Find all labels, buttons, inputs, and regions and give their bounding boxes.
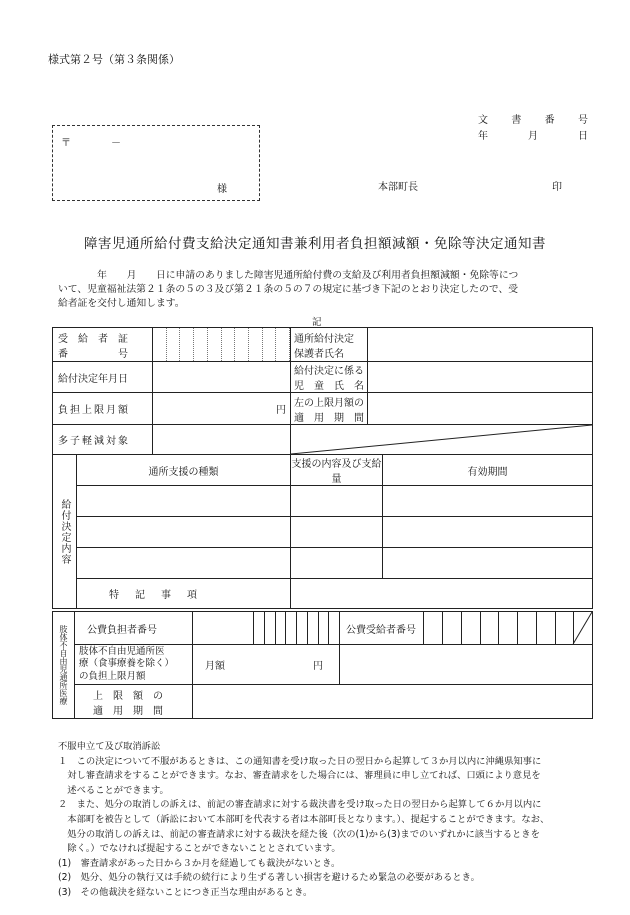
note-line: 述べることができます。 <box>58 784 169 796</box>
medical-blank <box>340 645 593 685</box>
payer-no-cells[interactable] <box>193 612 340 645</box>
form-number: 様式第２号（第３条関係） <box>48 53 180 66</box>
child-name-label <box>291 362 368 393</box>
label-text: 公費負担者番号 <box>87 624 157 636</box>
note-line: (1) 審査請求があった日から３か月を経過しても裁決がないとき。 <box>58 857 341 869</box>
doc-number-char: 書 <box>511 115 522 126</box>
label-line: 療（食事療養を除く） <box>79 658 175 670</box>
decision-table <box>52 327 593 609</box>
year-label: 年 <box>478 131 488 142</box>
col-header-content <box>291 455 383 486</box>
doc-number-char: 号 <box>577 115 588 126</box>
date-label <box>478 127 588 142</box>
label-line: 給付決定に係る <box>294 366 364 377</box>
ki-heading: 記 <box>312 317 322 328</box>
document-number-label <box>478 111 588 126</box>
recipient-no-label <box>340 612 424 645</box>
label-line: 通所給付決定 <box>294 333 354 345</box>
limit-label <box>53 393 153 425</box>
sender-name: 本部町長 <box>378 182 418 193</box>
content-side-label <box>53 455 77 609</box>
label-line: 上 限 額 の <box>93 690 163 702</box>
intro-line: 給者証を交付し通知します。 <box>58 298 185 309</box>
label-text: 給付決定年月日 <box>58 373 128 385</box>
doc-number-char: 文 <box>478 115 488 126</box>
content-cell[interactable] <box>77 517 291 548</box>
payer-no-label <box>75 612 193 645</box>
document-title: 障害児通所給付費支給決定通知書兼利用者負担額減額・免除等決定通知書 <box>84 236 546 252</box>
intro-line: いて、児童福祉法第２１条の５の３及び第２１条の５の７の規定に基づき下記のとおり決定したので、受 <box>58 284 519 295</box>
content-cell[interactable] <box>383 486 593 517</box>
header-text: 支援の内容及び支給量 <box>291 459 382 485</box>
guardian-name-label <box>291 328 368 362</box>
content-cell[interactable] <box>291 548 383 579</box>
header-text: 通所支援の種類 <box>148 466 219 478</box>
medical-limit-label <box>75 645 193 685</box>
label-text: 公費受給者番号 <box>346 624 416 636</box>
guardian-name-value[interactable] <box>368 328 593 362</box>
yen-unit: 円 <box>276 405 286 416</box>
monthly-label: 月額 <box>205 661 225 672</box>
content-cell[interactable] <box>383 517 593 548</box>
diagonal-strike <box>291 425 592 454</box>
label-line: 適 用 期 間 <box>294 412 364 424</box>
label-text: 多子軽減対象 <box>58 436 130 447</box>
label-line: 番 号 <box>58 348 128 360</box>
note-line: (3) その他裁決を経ないことにつき正当な理由があるとき。 <box>58 886 313 898</box>
period-value[interactable] <box>368 393 593 425</box>
content-cell[interactable] <box>383 548 593 579</box>
notes-heading: 不服申立て及び取消訴訟 <box>58 741 161 752</box>
note-line: 対し審査請求をすることができます。なお、審査請求をした場合には、審理員に申し立てれば、口頭により意見を <box>58 770 541 782</box>
special-notes-label <box>77 579 291 609</box>
note-line: 本部町を被告として（訴訟において本部町を代表する者は本部町長となります。）、提起することができます。なお、 <box>58 813 550 825</box>
multi-child-value[interactable] <box>153 425 291 455</box>
decision-date-label <box>53 362 153 393</box>
recipient-no-label <box>53 328 153 362</box>
label-text: 負担上限月額 <box>58 405 130 416</box>
col-header-type <box>77 455 291 486</box>
medical-limit-value[interactable] <box>193 645 340 685</box>
child-name-value[interactable] <box>368 362 593 393</box>
label-line: の負担上限月額 <box>79 670 146 682</box>
label-line: 受 給 者 証 <box>58 333 128 345</box>
month-label: 月 <box>528 131 538 142</box>
note-line: (2) 処分、処分の執行又は手続の続行により生ずる著しい損害を避けるため緊急の必要があるとき。 <box>58 872 480 884</box>
multi-child-blank <box>291 425 593 455</box>
honorific: 様 <box>217 184 227 195</box>
content-cell[interactable] <box>291 517 383 548</box>
special-notes-value[interactable] <box>291 579 593 609</box>
seal-mark: 印 <box>552 182 562 193</box>
period-label <box>291 393 368 425</box>
yen-unit: 円 <box>313 661 323 672</box>
postal-dash: － <box>111 138 121 149</box>
content-cell[interactable] <box>291 486 383 517</box>
note-line: 除く。）でなければ提起することができないこととされています。 <box>58 843 341 855</box>
limit-period-value[interactable] <box>193 685 593 719</box>
vertical-label: 肢体不自由児通所医療 <box>59 625 68 705</box>
label-line: 適 用 期 間 <box>93 705 163 717</box>
postal-mark: 〒 <box>61 138 71 149</box>
content-cell[interactable] <box>77 548 291 579</box>
label-line: 肢体不自由児通所医 <box>79 645 165 657</box>
recipient-no-cells[interactable] <box>424 612 593 645</box>
note-line: 処分の取消しの訴えは、前記の審査請求に対する裁決を経た後（次の(1)から(3)までのいずれかに該当するときを <box>58 828 540 840</box>
note-line: ２ また、処分の取消しの訴えは、前記の審査請求に対する裁決書を受け取った日の翌日から起算して６か月以内に <box>58 799 542 811</box>
col-header-valid <box>383 455 593 486</box>
intro-paragraph <box>58 269 592 311</box>
label-line: 保護者氏名 <box>294 348 344 360</box>
header-text: 有効期間 <box>467 466 508 478</box>
label-line: 左の上限月額の <box>294 397 364 409</box>
doc-number-char: 番 <box>544 115 555 126</box>
intro-line: 年 月 日に申請のありました障害児通所給付費の支給及び利用者負担額減額・免除等につ <box>58 270 519 281</box>
day-label: 日 <box>578 131 588 142</box>
appeal-notes <box>58 740 598 901</box>
vertical-label: 給付決定内容 <box>59 498 70 565</box>
multi-child-label <box>53 425 153 455</box>
content-cell[interactable] <box>77 486 291 517</box>
medical-side-label <box>53 612 75 719</box>
label-line: 児 童 氏 名 <box>294 381 364 392</box>
decision-date-value[interactable] <box>153 362 291 393</box>
limit-value[interactable] <box>153 393 291 425</box>
address-box <box>52 125 260 201</box>
label-text: 特 記 事 項 <box>109 590 200 601</box>
limit-period-label <box>75 685 193 719</box>
diagonal-strike <box>424 612 592 644</box>
note-line: １ この決定について不服があるときは、この通知書を受け取った日の翌日から起算して３か月以内に沖縄県知事に <box>58 755 542 767</box>
recipient-no-cells[interactable] <box>153 328 291 362</box>
medical-table <box>52 611 593 719</box>
